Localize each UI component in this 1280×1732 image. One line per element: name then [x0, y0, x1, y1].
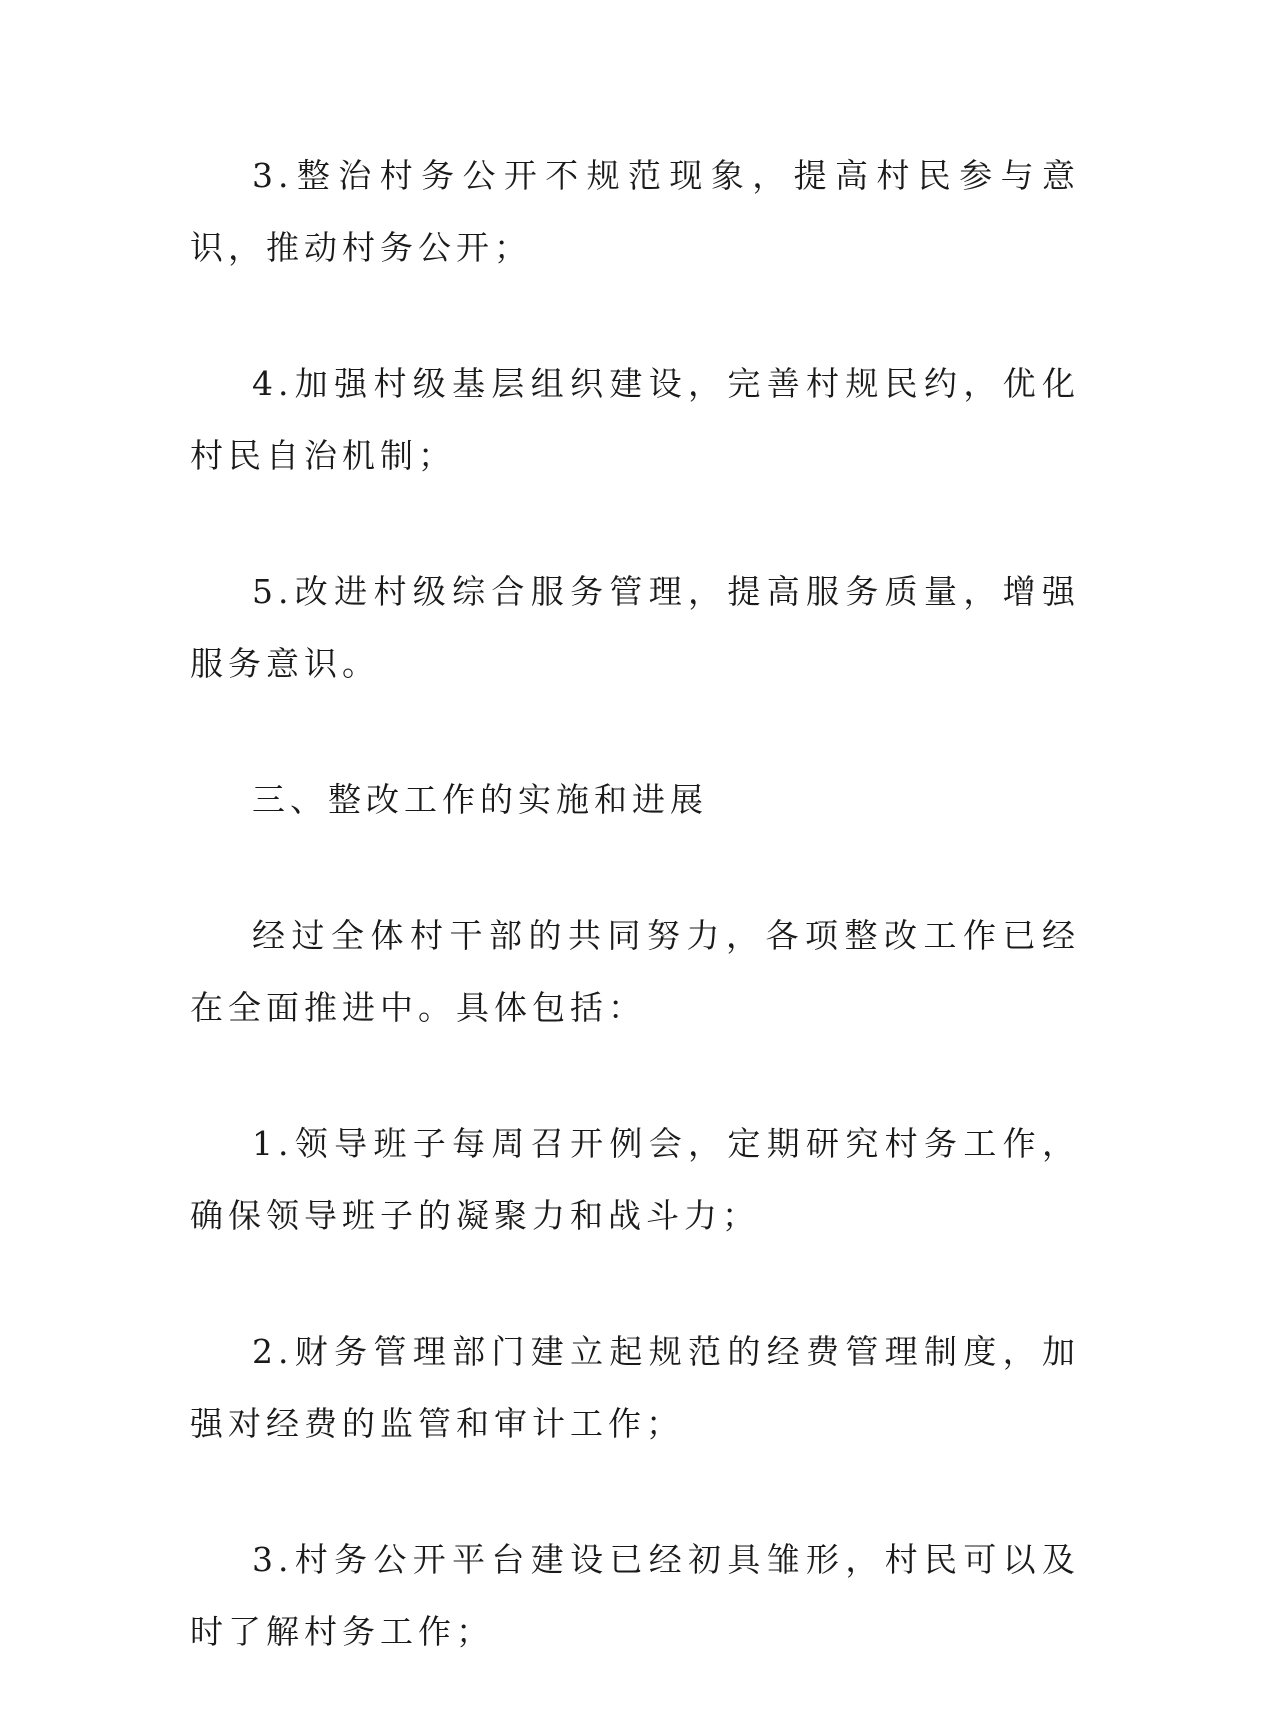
list-item-3: 3.整治村务公开不规范现象，提高村民参与意识，推动村务公开； [190, 156, 1080, 267]
document-body [190, 140, 1080, 1732]
section-intro: 经过全体村干部的共同努力，各项整改工作已经在全面推进中。具体包括： [190, 916, 1080, 1027]
progress-item-2: 2.财务管理部门建立起规范的经费管理制度，加强对经费的监管和审计工作； [190, 1332, 1080, 1443]
progress-item-1: 1.领导班子每周召开例会，定期研究村务工作，确保领导班子的凝聚力和战斗力； [190, 1124, 1080, 1235]
list-item-4: 4.加强村级基层组织建设，完善村规民约，优化村民自治机制； [190, 364, 1080, 475]
list-item-5: 5.改进村级综合服务管理，提高服务质量，增强服务意识。 [190, 572, 1080, 683]
section-heading: 三、整改工作的实施和进展 [252, 780, 708, 819]
progress-item-3: 3.村务公开平台建设已经初具雏形，村民可以及时了解村务工作； [190, 1540, 1080, 1651]
